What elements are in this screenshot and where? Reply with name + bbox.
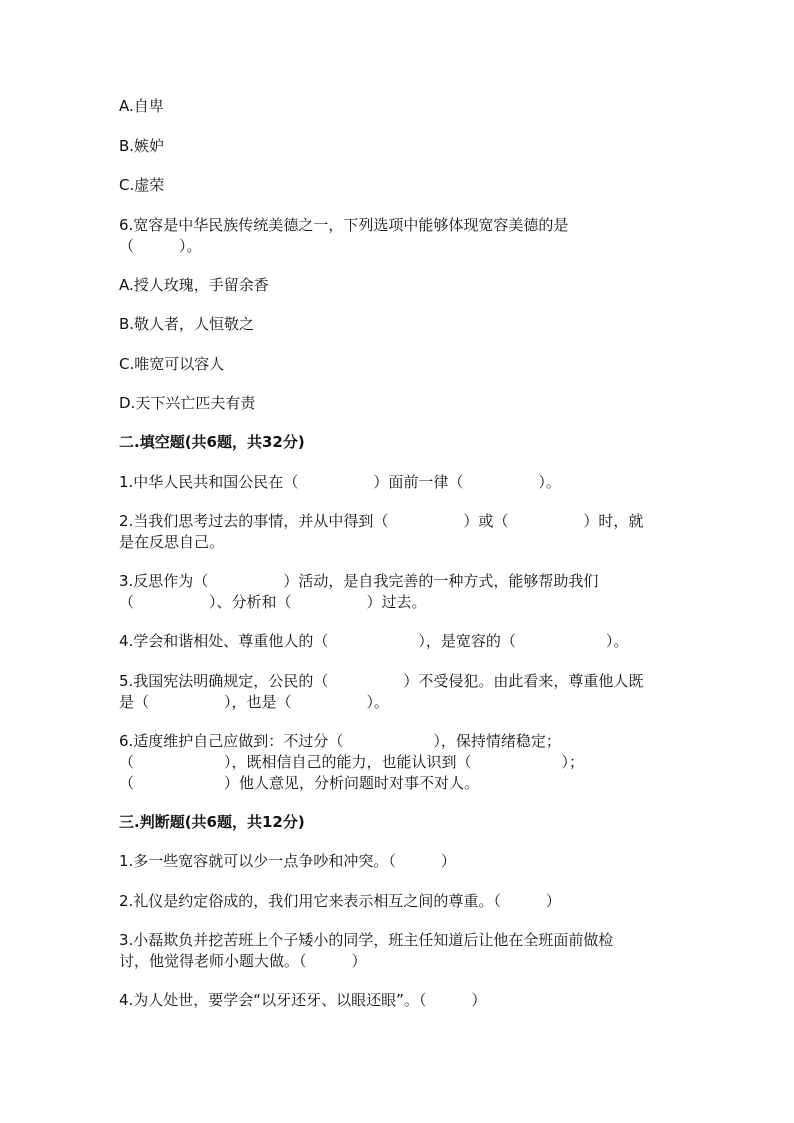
judge-question-3: 3.小磊欺负并挖苦班上个子矮小的同学，班主任知道后让他在全班面前做检 bbox=[119, 931, 614, 949]
fill-question-2: 2.当我们思考过去的事情，并从中得到（ ）或（ ）时，就 bbox=[119, 512, 644, 530]
section-2-heading: 二.填空题(共6题，共32分) bbox=[119, 433, 305, 451]
option-b-q5: B.嫉妒 bbox=[119, 137, 165, 155]
judge-question-3-cont: 讨，他觉得老师小题大做。（ ） bbox=[119, 952, 367, 970]
judge-question-2: 2.礼仪是约定俗成的，我们用它来表示相互之间的尊重。（ ） bbox=[119, 892, 561, 910]
question-6-stem-cont: （ ）。 bbox=[119, 237, 202, 255]
fill-question-3: 3.反思作为（ ）活动，是自我完善的一种方式，能够帮助我们 bbox=[119, 572, 599, 590]
judge-question-1: 1.多一些宽容就可以少一点争吵和冲突。（ ） bbox=[119, 852, 456, 870]
option-c-q6: C.唯宽可以容人 bbox=[119, 355, 225, 373]
section-3-heading: 三.判断题(共6题，共12分) bbox=[119, 813, 305, 831]
fill-question-6: 6.适度维护自己应做到：不过分（ ），保持情绪稳定； bbox=[119, 732, 561, 750]
fill-question-6-cont2: （ ）他人意见，分析问题时对事不对人。 bbox=[119, 774, 480, 792]
option-b-q6: B.敬人者，人恒敬之 bbox=[119, 315, 255, 333]
option-c-q5: C.虚荣 bbox=[119, 176, 165, 194]
fill-question-6-cont: （ ），既相信自己的能力，也能认识到（ ）； bbox=[119, 753, 585, 771]
fill-question-2-cont: 是在反思自己。 bbox=[119, 533, 225, 551]
judge-question-4: 4.为人处世，要学会“以牙还牙、以眼还眼”。（ ） bbox=[119, 991, 487, 1009]
fill-question-5: 5.我国宪法明确规定，公民的（ ）不受侵犯。由此看来，尊重他人既 bbox=[119, 672, 644, 690]
fill-question-4: 4.学会和谐相处、尊重他人的（ ），是宽容的（ ）。 bbox=[119, 632, 629, 650]
fill-question-1: 1.中华人民共和国公民在（ ）面前一律（ ）。 bbox=[119, 473, 561, 491]
fill-question-3-cont: （ ）、分析和（ ）过去。 bbox=[119, 593, 427, 611]
option-a-q6: A.授人玫瑰，手留余香 bbox=[119, 276, 269, 294]
option-a-q5: A.自卑 bbox=[119, 97, 164, 115]
fill-question-5-cont: 是（ ），也是（ ）。 bbox=[119, 693, 390, 711]
option-d-q6: D.天下兴亡匹夫有责 bbox=[119, 394, 256, 412]
question-6-stem: 6.宽容是中华民族传统美德之一，下列选项中能够体现宽容美德的是 bbox=[119, 216, 569, 234]
